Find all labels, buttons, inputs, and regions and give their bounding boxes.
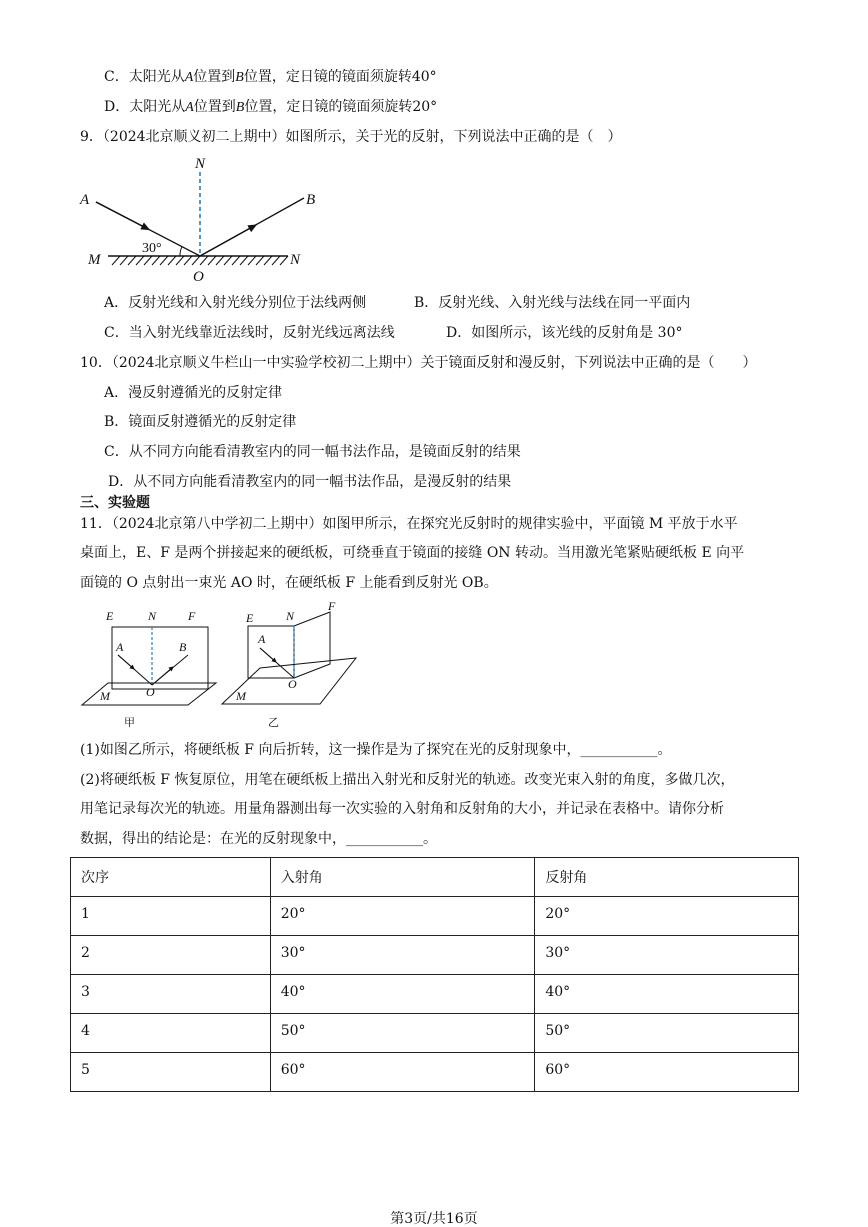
q11-stem-line3: 面镜的 O 点射出一束光 AO 时，在硬纸板 F 上能看到反射光 OB。 [80,575,498,591]
svg-text:O: O [146,685,155,699]
table-cell: 60° [270,1053,535,1092]
q11-stem-line2: 桌面上，E、F 是两个拼接起来的硬纸板，可绕垂直于镜面的接缝 ON 转动。当用激光笔紧贴硬纸板 E 向平 [80,545,745,561]
q11-sub2-line2: 用笔记录每次光的轨迹。用量角器测出每一次实验的入射角和反射角的大小，并记录在表格中。请你分析 [80,801,724,817]
label-M: M [88,252,101,268]
table-row [71,897,799,936]
q11-sub2-line1: (2)将硬纸板 F 恢复原位，用笔在硬纸板上描出入射光和反射光的轨迹。改变光束入射的角度，多做几次， [80,772,735,788]
q10-option-b: B．镜面反射遵循光的反射定律 [104,414,297,430]
label-A: A [80,192,90,208]
section-heading: 三、实验题 [80,495,150,511]
table-cell: 1 [71,897,271,936]
q9-reflection-figure [76,150,336,285]
svg-text:A: A [258,632,266,646]
q9-option-c: C．当入射光线靠近法线时，反射光线远离法线 [104,325,395,341]
svg-text:A: A [116,640,124,654]
table-header-row [71,858,799,897]
table-cell: 50° [270,1014,535,1053]
q9-stem: 9．（2024北京顺义初二上期中）如图所示，关于光的反射，下列说法中正确的是（ ） [80,129,622,145]
label-O: O [193,269,204,285]
q8-option-d: D．太阳光从A位置到B位置，定日镜的镜面须旋转20° [104,99,438,115]
angle-arc [180,247,182,256]
q11-stem-line1: 11．（2024北京第八中学初二上期中）如图甲所示，在探究光反射时的规律实验中，平面镜 M 平放于水平 [80,516,738,532]
table-cell: 50° [535,1014,799,1053]
cardboard-e [248,626,294,678]
q10-option-d: D．从不同方向能看清教室内的同一幅书法作品，是漫反射的结果 [108,474,512,490]
table-cell: 4 [71,1014,271,1053]
svg-text:O: O [288,677,297,691]
table-header: 次序 [71,858,271,897]
mirror-hatching [112,256,288,265]
svg-text:M: M [100,689,110,703]
q9-option-b: B．反射光线、入射光线与法线在同一平面内 [414,295,691,311]
svg-text:N: N [286,609,295,623]
svg-text:B: B [179,640,187,654]
svg-text:甲: 甲 [124,717,135,729]
q11-sub1: (1)如图乙所示，将硬纸板 F 向后折转，这一操作是为了探究在光的反射现象中，___________。 [80,742,672,758]
svg-text:E: E [246,611,254,625]
svg-text:N: N [148,609,157,623]
q8-option-c: C．太阳光从A位置到B位置，定日镜的镜面须旋转40° [104,69,437,85]
cardboard-f [294,612,330,678]
table-cell: 20° [535,897,799,936]
table-row [71,936,799,975]
table-row [71,975,799,1014]
page-footer: 第3页/共16页 [390,1211,478,1227]
table-cell: 30° [535,936,799,975]
table-cell: 2 [71,936,271,975]
table-cell: 20° [270,897,535,936]
svg-text:F: F [328,599,336,613]
svg-text:F: F [188,609,196,623]
q10-stem: 10．（2024北京顺义牛栏山一中实验学校初二上期中）关于镜面反射和漫反射，下列说法中正确的是（ ） [80,355,757,371]
table-header: 入射角 [270,858,535,897]
table-cell: 5 [71,1053,271,1092]
label-N-top: N [195,156,206,172]
table-cell: 30° [270,936,535,975]
cardboard [112,627,208,689]
table-row [71,1053,799,1092]
q11-figure-jia [78,605,223,735]
svg-text:E: E [106,609,114,623]
q11-sub2-line3: 数据，得出的结论是：在光的反射现象中，___________。 [80,831,437,847]
q11-figure-yi [220,598,370,735]
label-angle: 30° [142,241,162,256]
table-cell: 3 [71,975,271,1014]
q10-option-c: C．从不同方向能看清教室内的同一幅书法作品，是镜面反射的结果 [104,444,521,460]
table-cell: 60° [535,1053,799,1092]
svg-text:乙: 乙 [268,717,279,729]
q9-option-d: D．如图所示，该光线的反射角是 30° [446,325,683,341]
q10-option-a: A．漫反射遵循光的反射定律 [104,385,283,401]
table-row [71,1014,799,1053]
label-B: B [306,192,316,208]
table-cell: 40° [270,975,535,1014]
label-N-right: N [290,252,301,268]
table-header: 反射角 [535,858,799,897]
data-table [70,857,799,1092]
svg-text:M: M [236,689,246,703]
q9-option-a: A．反射光线和入射光线分别位于法线两侧 [104,295,367,311]
table-cell: 40° [535,975,799,1014]
